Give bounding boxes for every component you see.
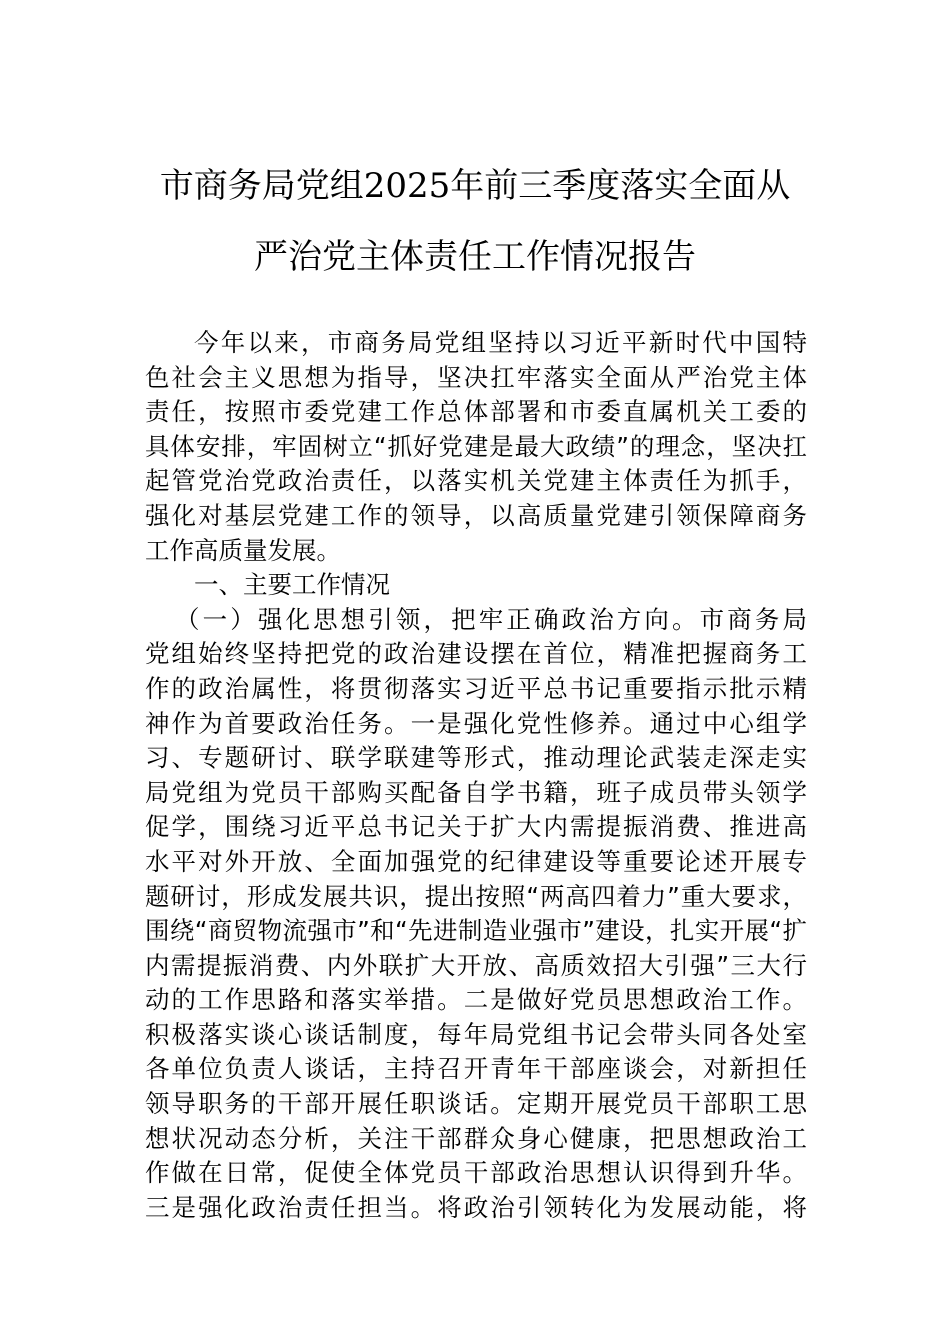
section-heading: 一、主要工作情况 [194, 570, 390, 600]
paragraph-line: 作做在日常，促使全体党员干部政治思想认识得到升华。 [145, 1158, 807, 1188]
paragraph-line: 神作为首要政治任务。一是强化党性修养。通过中心组学 [145, 708, 807, 738]
paragraph-line: 想状况动态分析，关注干部群众身心健康，把思想政治工 [145, 1123, 807, 1153]
paragraph-line: 围绕“商贸物流强市”和“先进制造业强市”建设，扎实开展“扩 [145, 916, 807, 946]
paragraph-line: 习、专题研讨、联学联建等形式，推动理论武装走深走实 [145, 743, 807, 773]
document-title-line-1: 市商务局党组2025年前三季度落实全面从 [159, 166, 791, 206]
paragraph-line: 起管党治党政治责任，以落实机关党建主体责任为抓手， [145, 466, 807, 496]
paragraph-line: 具体安排，牢固树立“抓好党建是最大政绩”的理念，坚决扛 [145, 431, 807, 461]
paragraph-line: 内需提振消费、内外联扩大开放、高质效招大引强”三大行 [145, 950, 807, 980]
paragraph-line: 工作高质量发展。 [145, 535, 341, 565]
paragraph-line: 水平对外开放、全面加强党的纪律建设等重要论述开展专 [145, 846, 807, 876]
paragraph-line: 责任，按照市委党建工作总体部署和市委直属机关工委的 [145, 397, 807, 427]
paragraph-line: 促学，围绕习近平总书记关于扩大内需提振消费、推进高 [145, 812, 807, 842]
document-title-line-2: 严治党主体责任工作情况报告 [254, 237, 696, 277]
paragraph-line: 党组始终坚持把党的政治建设摆在首位，精准把握商务工 [145, 639, 807, 669]
paragraph-line: 强化对基层党建工作的领导，以高质量党建引领保障商务 [145, 500, 807, 530]
subsection-heading-line: （一）强化思想引领，把牢正确政治方向。市商务局 [175, 604, 807, 634]
paragraph-line: 动的工作思路和落实举措。二是做好党员思想政治工作。 [145, 985, 807, 1015]
document-body [145, 326, 807, 1225]
paragraph-line: 题研讨，形成发展共识，提出按照“两高四着力”重大要求， [145, 881, 807, 911]
paragraph-line: 作的政治属性，将贯彻落实习近平总书记重要指示批示精 [145, 673, 807, 703]
paragraph-line: 色社会主义思想为指导，坚决扛牢落实全面从严治党主体 [145, 362, 807, 392]
paragraph-line: 领导职务的干部开展任职谈话。定期开展党员干部职工思 [145, 1089, 807, 1119]
paragraph-line: 局党组为党员干部购买配备自学书籍，班子成员带头领学 [145, 777, 807, 807]
paragraph-line: 三是强化政治责任担当。将政治引领转化为发展动能，将 [145, 1192, 807, 1222]
paragraph-line: 积极落实谈心谈话制度，每年局党组书记会带头同各处室 [145, 1019, 807, 1049]
paragraph-line: 各单位负责人谈话，主持召开青年干部座谈会，对新担任 [145, 1054, 807, 1084]
paragraph-line: 今年以来，市商务局党组坚持以习近平新时代中国特 [194, 328, 807, 357]
